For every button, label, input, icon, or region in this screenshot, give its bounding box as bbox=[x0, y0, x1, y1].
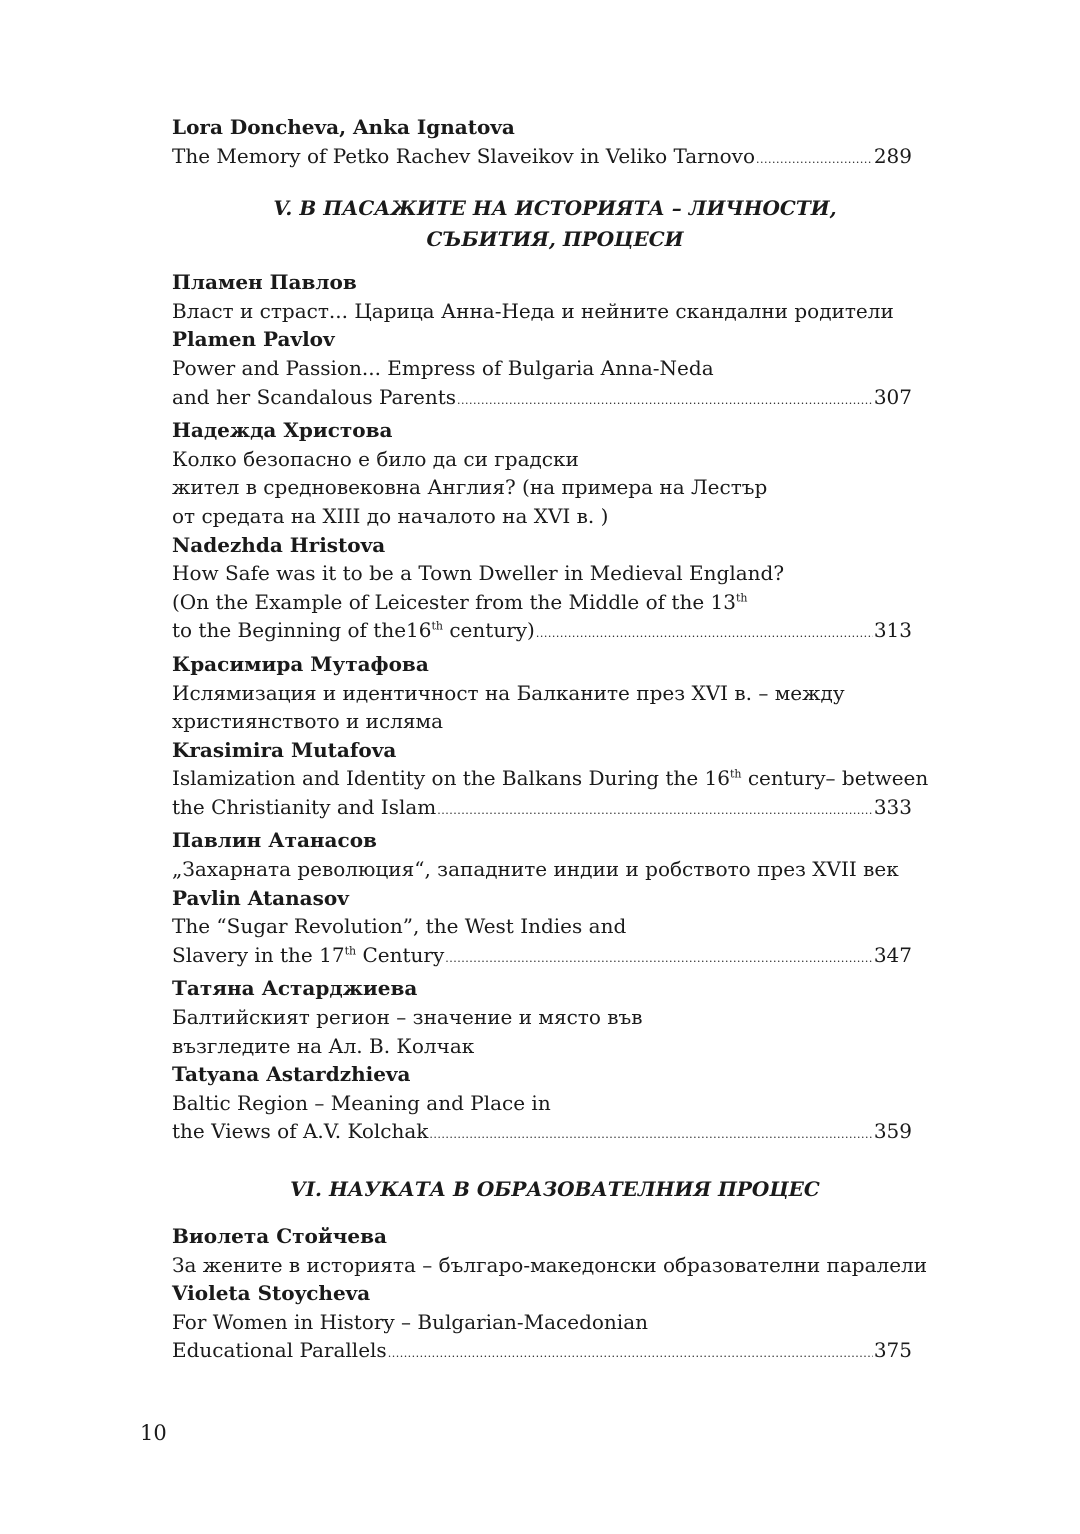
section-heading-vi bbox=[172, 1174, 938, 1205]
entry-title-en-last bbox=[172, 616, 535, 645]
entry-author-bg: Надежда Христова bbox=[172, 418, 393, 443]
dot-leader bbox=[429, 1121, 872, 1150]
toc-entry-mutafova bbox=[172, 650, 942, 822]
entry-author-en: Pavlin Atanasov bbox=[172, 885, 349, 910]
toc-entry-hristova bbox=[172, 416, 942, 645]
toc-entry-astardzhieva bbox=[172, 974, 942, 1146]
toc-entry-doncheva bbox=[172, 113, 942, 170]
entry-title-en-last: Educational Parallels bbox=[172, 1338, 387, 1363]
section-heading-line: VI. НАУКАТА В ОБРАЗОВАТЕЛНИЯ ПРОЦЕС bbox=[290, 1177, 820, 1201]
entry-title-line[interactable] bbox=[172, 616, 912, 645]
entry-title-en: For Women in History – Bulgarian-Macedonian bbox=[172, 1309, 648, 1334]
entry-title-bg: Балтийският регион – значение и място във bbox=[172, 1005, 643, 1030]
entry-title-text: Islamization and Identity on the Balkans During the 16 bbox=[172, 766, 730, 791]
entry-title-text: century) bbox=[443, 618, 535, 643]
entry-author-en: Violeta Stoycheva bbox=[172, 1281, 371, 1306]
entry-title-text: to the Beginning of the16 bbox=[172, 618, 432, 643]
entry-title-bg: Ислямизация и идентичност на Балканите през XVI в. – между bbox=[172, 680, 845, 705]
entry-title-line[interactable] bbox=[172, 793, 912, 822]
toc-entry-pavlov bbox=[172, 268, 942, 411]
dot-leader bbox=[756, 146, 873, 175]
dot-leader bbox=[388, 1340, 873, 1369]
section-heading-v bbox=[172, 193, 938, 255]
entry-title-bg: Колко безопасно е било да си градски bbox=[172, 446, 579, 471]
entry-title-bg: жител в средновековна Англия? (на примера на Лестър bbox=[172, 475, 768, 500]
entry-author-en: Plamen Pavlov bbox=[172, 327, 335, 352]
page-number: 10 bbox=[140, 1421, 167, 1445]
entry-title-en-last: the Views of A.V. Kolchak bbox=[172, 1119, 429, 1144]
ordinal-suffix: th bbox=[729, 767, 742, 781]
entry-title-en: Baltic Region – Meaning and Place in bbox=[172, 1090, 551, 1115]
entry-title-line[interactable] bbox=[172, 1117, 912, 1146]
dot-leader bbox=[445, 945, 873, 974]
entry-title-bg: християнството и исляма bbox=[172, 709, 444, 734]
entry-title-en-last: and her Scandalous Parents bbox=[172, 384, 457, 409]
entry-title-line[interactable] bbox=[172, 142, 912, 171]
entry-page-number: 347 bbox=[873, 942, 912, 967]
entry-author-bg: Красимира Мутафова bbox=[172, 651, 429, 676]
entry-title-en-last: the Christianity and Islam bbox=[172, 794, 437, 819]
entry-title-text: century– between bbox=[741, 766, 929, 791]
entry-author-en: Nadezhda Hristova bbox=[172, 532, 386, 557]
dot-leader bbox=[437, 797, 873, 826]
entry-page-number: 359 bbox=[873, 1119, 912, 1144]
entry-author-bg: Виолета Стойчева bbox=[172, 1224, 387, 1248]
ordinal-suffix: th bbox=[344, 944, 357, 958]
dot-leader bbox=[536, 620, 873, 649]
entry-title-en: Power and Passion... Empress of Bulgaria Anna-Neda bbox=[172, 355, 714, 380]
entry-title-bg: За жените в историята – българо-македонски образователни паралели bbox=[172, 1252, 928, 1277]
entry-title-text: Slavery in the 17 bbox=[172, 942, 345, 967]
entry-author-en: Krasimira Mutafova bbox=[172, 737, 397, 762]
toc-entry-atanasov bbox=[172, 826, 942, 969]
dot-leader bbox=[457, 387, 873, 416]
entry-title-line[interactable] bbox=[172, 941, 912, 970]
entry-page-number: 313 bbox=[873, 618, 912, 643]
ordinal-suffix: th bbox=[431, 619, 443, 633]
entry-title-bg: от средата на XIII до началото на XVI в. ) bbox=[172, 503, 609, 528]
entry-title-bg: „Захарната революция“, западните индии и робството през XVII век bbox=[172, 857, 899, 882]
entry-title-en bbox=[172, 588, 942, 617]
ordinal-suffix: th bbox=[735, 591, 748, 605]
entry-title-en-last bbox=[172, 941, 444, 970]
entry-page-number: 289 bbox=[873, 143, 912, 168]
entry-page-number: 307 bbox=[873, 384, 912, 409]
entry-page-number: 375 bbox=[873, 1338, 912, 1363]
entry-title-bg: Власт и страст... Царица Анна-Неда и нейните скандални родители bbox=[172, 298, 894, 323]
entry-title-text: (On the Example of Leicester from the Middle of the 13 bbox=[172, 589, 736, 614]
section-heading-line: СЪБИТИЯ, ПРОЦЕСИ bbox=[426, 227, 684, 252]
entry-title-line[interactable] bbox=[172, 383, 912, 412]
entry-title-en: How Safe was it to be a Town Dweller in Medieval England? bbox=[172, 561, 785, 586]
entry-author: Lora Doncheva, Anka Ignatova bbox=[172, 115, 515, 139]
entry-title-en: The “Sugar Revolution”, the West Indies and bbox=[172, 914, 627, 939]
entry-author-bg: Павлин Атанасов bbox=[172, 828, 377, 853]
entry-author-en: Tatyana Astardzhieva bbox=[172, 1062, 411, 1087]
entry-title: The Memory of Petko Rachev Slaveikov in Veliko Tarnovo bbox=[172, 143, 756, 168]
table-of-contents bbox=[172, 113, 942, 1365]
entry-author-bg: Татяна Астарджиева bbox=[172, 976, 418, 1001]
entry-title-line[interactable] bbox=[172, 1336, 912, 1365]
entry-title-en bbox=[172, 764, 942, 793]
entry-title-text: Century bbox=[356, 942, 445, 967]
entry-title-bg: възгледите на Ал. В. Колчак bbox=[172, 1033, 475, 1058]
entry-author-bg: Пламен Павлов bbox=[172, 270, 357, 295]
section-heading-line: V. В ПАСАЖИТЕ НА ИСТОРИЯТА – ЛИЧНОСТИ, bbox=[273, 196, 837, 221]
toc-entry-stoycheva bbox=[172, 1222, 942, 1365]
entry-page-number: 333 bbox=[873, 794, 912, 819]
